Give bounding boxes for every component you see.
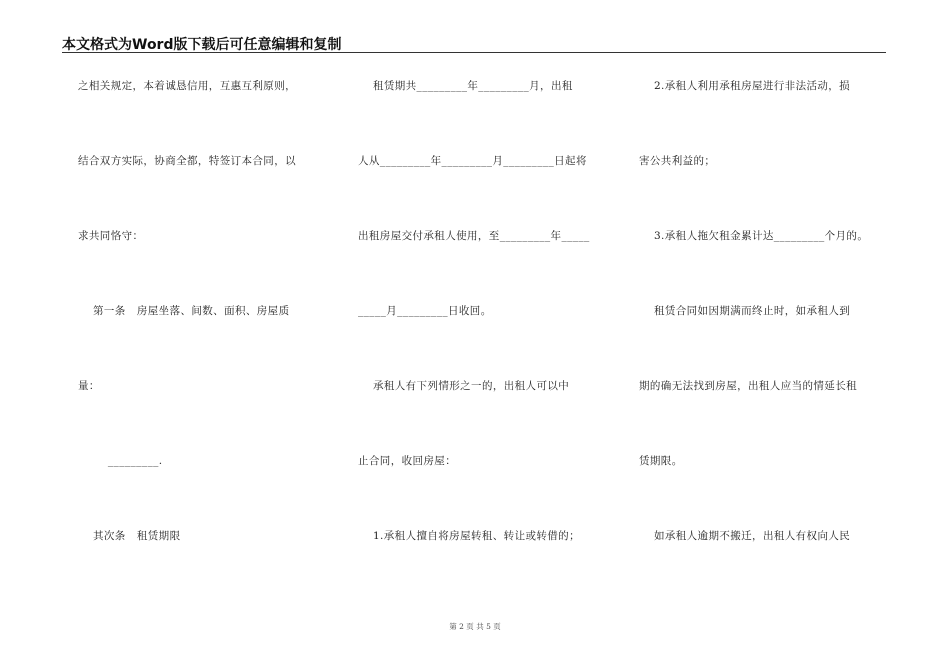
list-item: 3.承租人拖欠租金累计达_________个月的。 — [639, 230, 869, 242]
section-heading: 第一条 房屋坐落、间数、面积、房屋质 — [78, 305, 290, 317]
text-line: _____月_________日收回。 — [358, 305, 492, 317]
text-line: 出租房屋交付承租人使用，至_________年_____ — [358, 230, 590, 242]
text-line: 之相关规定，本着诚恳信用，互惠互利原则， — [78, 80, 296, 92]
text-line: 量： — [78, 380, 100, 392]
page-number-footer: 第 2 页 共 5 页 — [449, 622, 501, 631]
text-line: 期的确无法找到房屋，出租人应当的情延长租 — [639, 380, 857, 392]
text-line: 如承租人逾期不搬迁，出租人有权向人民 — [639, 530, 851, 542]
text-line: 承租人有下列情形之一的，出租人可以中 — [358, 380, 570, 392]
header-divider — [62, 52, 886, 53]
text-line: 害公共利益的； — [639, 155, 716, 167]
text-line: 求共同恪守： — [78, 230, 144, 242]
text-line: 人从_________年_________月_________日起将 — [358, 155, 587, 167]
text-line: 止合同，收回房屋： — [358, 455, 457, 467]
blank-field-line: _________. — [78, 455, 163, 467]
text-line: 结合双方实际，协商全都，特签订本合同，以 — [78, 155, 296, 167]
text-line: 租赁合同如因期满而终止时，如承租人到 — [639, 305, 851, 317]
section-heading: 其次条 租赁期限 — [78, 530, 181, 542]
list-item: 1.承租人擅自将房屋转租、转让或转借的； — [358, 530, 580, 542]
text-line: 租赁期共_________年_________月，出租 — [358, 80, 573, 92]
text-line: 赁期限。 — [639, 455, 683, 467]
document-header-title: 本文格式为Word版下载后可任意编辑和复制 — [62, 37, 342, 53]
list-item: 2.承租人利用承租房屋进行非法活动，损 — [639, 80, 851, 92]
